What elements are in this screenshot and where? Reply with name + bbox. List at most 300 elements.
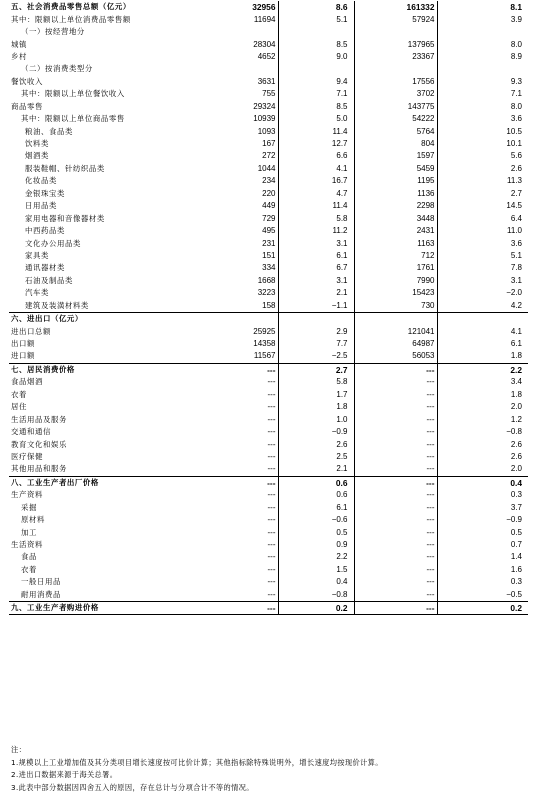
cell-v3: 3448 bbox=[354, 212, 437, 224]
table-row bbox=[9, 489, 528, 501]
cell-v2: 1.8 bbox=[278, 401, 354, 413]
row-label: 七、居民消费价格 bbox=[9, 363, 204, 376]
cell-v3: 54222 bbox=[354, 113, 437, 125]
cell-v1: 25925 bbox=[204, 325, 278, 337]
row-label: 采掘 bbox=[21, 502, 37, 512]
table-row bbox=[9, 150, 528, 162]
row-label: 食品 bbox=[21, 552, 37, 562]
cell-v2: 2.2 bbox=[278, 551, 354, 563]
cell-v1: 29324 bbox=[204, 101, 278, 113]
cell-v1: --- bbox=[204, 589, 278, 602]
cell-v3 bbox=[354, 26, 437, 38]
table-row bbox=[9, 163, 528, 175]
cell-v3 bbox=[354, 312, 437, 325]
cell-v2: 2.5 bbox=[278, 451, 354, 463]
cell-v1: --- bbox=[204, 564, 278, 576]
cell-v3: 5764 bbox=[354, 125, 437, 137]
cell-v3: --- bbox=[354, 438, 437, 450]
table-row bbox=[9, 76, 528, 88]
cell-v2: 3.1 bbox=[278, 237, 354, 249]
row-label: 服装鞋帽、针纺织品类 bbox=[25, 163, 105, 173]
cell-v4: 1.8 bbox=[510, 389, 522, 399]
cell-v2: 6.1 bbox=[278, 250, 354, 262]
row-label: 生活用品及服务 bbox=[11, 414, 67, 424]
row-label: 耐用消费品 bbox=[21, 589, 61, 599]
cell-v4: 2.0 bbox=[510, 464, 522, 474]
cell-v1: 11567 bbox=[204, 350, 278, 363]
cell-v1: 1044 bbox=[204, 163, 278, 175]
table-row bbox=[9, 250, 528, 262]
cell-v3: --- bbox=[354, 476, 437, 489]
table-row bbox=[9, 551, 528, 563]
cell-v3: --- bbox=[354, 401, 437, 413]
cell-v2: 6.7 bbox=[278, 262, 354, 274]
row-label: 城镇 bbox=[11, 39, 27, 49]
cell-v4: 7.1 bbox=[510, 89, 522, 99]
row-label: 衣着 bbox=[21, 564, 37, 574]
cell-v3 bbox=[354, 63, 437, 75]
cell-v2: 0.4 bbox=[278, 576, 354, 588]
cell-v2: 3.1 bbox=[278, 275, 354, 287]
row-label: 餐饮收入 bbox=[11, 76, 43, 86]
cell-v4: 4.2 bbox=[510, 300, 522, 310]
cell-v2 bbox=[278, 26, 354, 38]
cell-v2: −1.1 bbox=[278, 300, 354, 313]
table-row bbox=[9, 401, 528, 413]
cell-v3: --- bbox=[354, 363, 437, 376]
table-row bbox=[9, 602, 528, 615]
cell-v4: 8.1 bbox=[510, 2, 522, 13]
cell-v2: 11.4 bbox=[278, 200, 354, 212]
cell-v4: 3.6 bbox=[510, 238, 522, 248]
row-label: 进出口总额 bbox=[11, 326, 51, 336]
row-label: （一）按经营地分 bbox=[21, 27, 85, 37]
cell-v1: --- bbox=[204, 526, 278, 538]
cell-v2: −0.8 bbox=[278, 589, 354, 602]
table-row bbox=[9, 275, 528, 287]
cell-v3: --- bbox=[354, 451, 437, 463]
cell-v1: --- bbox=[204, 363, 278, 376]
cell-v1: 1668 bbox=[204, 275, 278, 287]
cell-v3: --- bbox=[354, 551, 437, 563]
cell-v3: --- bbox=[354, 514, 437, 526]
cell-v3: --- bbox=[354, 389, 437, 401]
table-row bbox=[9, 526, 528, 538]
cell-v1: 14358 bbox=[204, 338, 278, 350]
cell-v4: 5.1 bbox=[510, 250, 522, 260]
table-row bbox=[9, 51, 528, 63]
row-label: 化妆品类 bbox=[25, 176, 57, 186]
cell-v3: 1136 bbox=[354, 188, 437, 200]
cell-v3: --- bbox=[354, 502, 437, 514]
table-row bbox=[9, 225, 528, 237]
table-row bbox=[9, 426, 528, 438]
cell-v2: 5.1 bbox=[278, 13, 354, 25]
cell-v1: 3631 bbox=[204, 76, 278, 88]
cell-v4: 4.1 bbox=[510, 326, 522, 336]
cell-v4 bbox=[437, 26, 528, 38]
table-row bbox=[9, 300, 528, 313]
cell-v4: 0.2 bbox=[437, 602, 528, 615]
row-label: 食品烟酒 bbox=[11, 377, 43, 387]
cell-v3: 730 bbox=[354, 300, 437, 313]
table-row bbox=[9, 463, 528, 476]
table-row bbox=[9, 476, 528, 489]
row-label: 进口额 bbox=[11, 351, 35, 361]
row-label: 建筑及装潢材料类 bbox=[25, 300, 89, 310]
row-label: 医疗保健 bbox=[11, 451, 43, 461]
cell-v3: --- bbox=[354, 426, 437, 438]
cell-v3: 23367 bbox=[354, 51, 437, 63]
cell-v4: 1.4 bbox=[510, 552, 522, 562]
cell-v3: --- bbox=[354, 576, 437, 588]
cell-v4: 0.3 bbox=[510, 577, 522, 587]
cell-v3: 137965 bbox=[354, 38, 437, 50]
row-label: 其中：限额以上单位消费品零售额 bbox=[11, 14, 131, 24]
cell-v2: −0.6 bbox=[278, 514, 354, 526]
cell-v3: 56053 bbox=[354, 350, 437, 363]
cell-v2: 5.8 bbox=[278, 212, 354, 224]
cell-v4: 6.4 bbox=[510, 213, 522, 223]
cell-v2: 1.5 bbox=[278, 564, 354, 576]
table-row bbox=[9, 287, 528, 299]
cell-v4: 11.0 bbox=[507, 226, 522, 236]
row-label: 八、工业生产者出厂价格 bbox=[9, 476, 204, 489]
cell-v4 bbox=[437, 63, 528, 75]
cell-v4: 10.1 bbox=[506, 139, 522, 149]
cell-v4: −0.8 bbox=[506, 427, 522, 437]
cell-v1: 334 bbox=[204, 262, 278, 274]
cell-v4: 14.5 bbox=[506, 201, 522, 211]
cell-v1: 10939 bbox=[204, 113, 278, 125]
cell-v2: 0.6 bbox=[278, 476, 354, 489]
cell-v4: 2.7 bbox=[510, 188, 522, 198]
table-row bbox=[9, 138, 528, 150]
cell-v1: --- bbox=[204, 426, 278, 438]
cell-v3: 1597 bbox=[354, 150, 437, 162]
cell-v2: 11.4 bbox=[278, 125, 354, 137]
cell-v3: 1163 bbox=[354, 237, 437, 249]
cell-v4: 9.3 bbox=[510, 76, 522, 86]
cell-v3: --- bbox=[354, 526, 437, 538]
cell-v2: 8.5 bbox=[278, 101, 354, 113]
cell-v2: 2.1 bbox=[278, 287, 354, 299]
cell-v1 bbox=[204, 26, 278, 38]
table-row bbox=[9, 237, 528, 249]
row-label: 汽车类 bbox=[25, 288, 49, 298]
cell-v3: 17556 bbox=[354, 76, 437, 88]
cell-v1: 755 bbox=[204, 88, 278, 100]
cell-v4: 0.3 bbox=[510, 490, 522, 500]
table-row bbox=[9, 63, 528, 75]
cell-v3: 2431 bbox=[354, 225, 437, 237]
cell-v2: 16.7 bbox=[278, 175, 354, 187]
table-row bbox=[9, 101, 528, 113]
cell-v2: 0.2 bbox=[278, 602, 354, 615]
table-row bbox=[9, 338, 528, 350]
cell-v4 bbox=[437, 312, 528, 325]
cell-v3: --- bbox=[354, 489, 437, 501]
row-label: 五、社会消费品零售总额（亿元） bbox=[11, 2, 131, 12]
cell-v3: 1195 bbox=[354, 175, 437, 187]
cell-v4: −0.5 bbox=[506, 589, 522, 599]
cell-v2: −2.5 bbox=[278, 350, 354, 363]
cell-v2: 0.9 bbox=[278, 539, 354, 551]
cell-v1: --- bbox=[204, 438, 278, 450]
row-label: 乡村 bbox=[11, 51, 27, 61]
cell-v4: 2.2 bbox=[437, 363, 528, 376]
table-row bbox=[9, 88, 528, 100]
cell-v3: 161332 bbox=[354, 1, 437, 13]
row-label: 通讯器材类 bbox=[25, 263, 65, 273]
row-label: 其他用品和服务 bbox=[11, 464, 67, 474]
table-row bbox=[9, 13, 528, 25]
row-label: 商品零售 bbox=[11, 101, 43, 111]
cell-v3: 64987 bbox=[354, 338, 437, 350]
row-label: 居住 bbox=[11, 402, 27, 412]
cell-v2: −0.9 bbox=[278, 426, 354, 438]
cell-v2 bbox=[278, 63, 354, 75]
cell-v1: 4652 bbox=[204, 51, 278, 63]
row-label: 六、进出口（亿元） bbox=[9, 312, 204, 325]
table-row bbox=[9, 589, 528, 602]
row-label: 衣着 bbox=[11, 389, 27, 399]
cell-v1: --- bbox=[204, 489, 278, 501]
cell-v1: --- bbox=[204, 451, 278, 463]
cell-v4: 2.6 bbox=[510, 451, 522, 461]
cell-v2: 8.6 bbox=[278, 1, 354, 13]
cell-v4: 1.2 bbox=[510, 414, 522, 424]
cell-v1: 11694 bbox=[204, 13, 278, 25]
cell-v2: 9.4 bbox=[278, 76, 354, 88]
cell-v3: --- bbox=[354, 376, 437, 388]
cell-v2: 9.0 bbox=[278, 51, 354, 63]
cell-v4: 8.0 bbox=[510, 101, 522, 111]
cell-v1: --- bbox=[204, 463, 278, 476]
cell-v3: 3702 bbox=[354, 88, 437, 100]
cell-v2: 6.1 bbox=[278, 502, 354, 514]
cell-v2: 8.5 bbox=[278, 38, 354, 50]
table-row bbox=[9, 502, 528, 514]
cell-v2: 12.7 bbox=[278, 138, 354, 150]
cell-v4: −0.9 bbox=[506, 515, 522, 525]
row-label: 生活资料 bbox=[11, 540, 43, 550]
table-row bbox=[9, 26, 528, 38]
cell-v3: 1761 bbox=[354, 262, 437, 274]
cell-v1: 3223 bbox=[204, 287, 278, 299]
row-label: 家具类 bbox=[25, 250, 49, 260]
cell-v4: 11.3 bbox=[507, 176, 522, 186]
table-row bbox=[9, 125, 528, 137]
cell-v4: 1.8 bbox=[510, 351, 522, 361]
cell-v2: 4.1 bbox=[278, 163, 354, 175]
cell-v3: --- bbox=[354, 564, 437, 576]
cell-v4: 6.1 bbox=[510, 339, 522, 349]
cell-v4: 2.6 bbox=[510, 163, 522, 173]
cell-v1: 167 bbox=[204, 138, 278, 150]
cell-v1: --- bbox=[204, 514, 278, 526]
cell-v2: 2.6 bbox=[278, 438, 354, 450]
cell-v2: 2.7 bbox=[278, 363, 354, 376]
cell-v4: 3.4 bbox=[510, 377, 522, 387]
row-label: 其中：限额以上单位商品零售 bbox=[21, 114, 125, 124]
cell-v4: 0.7 bbox=[510, 540, 522, 550]
cell-v4: 2.0 bbox=[510, 402, 522, 412]
cell-v2: 1.7 bbox=[278, 389, 354, 401]
table-row bbox=[9, 576, 528, 588]
cell-v3: 804 bbox=[354, 138, 437, 150]
table-row bbox=[9, 38, 528, 50]
cell-v1: 1093 bbox=[204, 125, 278, 137]
footnotes bbox=[11, 744, 541, 794]
table-row bbox=[9, 564, 528, 576]
table-row bbox=[9, 175, 528, 187]
table-row bbox=[9, 451, 528, 463]
row-label: 原材料 bbox=[21, 515, 45, 525]
statistics-table bbox=[9, 1, 528, 615]
table-row bbox=[9, 514, 528, 526]
row-label: 石油及制品类 bbox=[25, 275, 73, 285]
cell-v3: 15423 bbox=[354, 287, 437, 299]
cell-v2: 2.1 bbox=[278, 463, 354, 476]
footnote-1: 1.规模以上工业增加值及其分类项目增长速度按可比价计算；其他指标除特殊说明外，增长速度均按现价计算。 bbox=[11, 757, 383, 767]
row-label: 九、工业生产者购进价格 bbox=[9, 602, 204, 615]
cell-v4: 10.5 bbox=[506, 126, 522, 136]
cell-v4: −2.0 bbox=[506, 288, 522, 298]
cell-v2: 5.8 bbox=[278, 376, 354, 388]
table-row bbox=[9, 262, 528, 274]
cell-v2: 6.6 bbox=[278, 150, 354, 162]
footnote-heading: 注： bbox=[11, 745, 27, 754]
cell-v1: --- bbox=[204, 376, 278, 388]
cell-v3: 57924 bbox=[354, 13, 437, 25]
table-row bbox=[9, 113, 528, 125]
cell-v1: --- bbox=[204, 476, 278, 489]
cell-v1: 32956 bbox=[204, 1, 278, 13]
cell-v4: 5.6 bbox=[510, 151, 522, 161]
cell-v4: 3.9 bbox=[510, 14, 522, 24]
table-row bbox=[9, 389, 528, 401]
cell-v4: 3.7 bbox=[510, 502, 522, 512]
cell-v1: --- bbox=[204, 551, 278, 563]
row-label: 金银珠宝类 bbox=[25, 188, 65, 198]
cell-v3: --- bbox=[354, 413, 437, 425]
cell-v1: 272 bbox=[204, 150, 278, 162]
row-label: 粮油、食品类 bbox=[25, 126, 73, 136]
cell-v1: 151 bbox=[204, 250, 278, 262]
cell-v4: 1.6 bbox=[510, 564, 522, 574]
cell-v4: 7.8 bbox=[510, 263, 522, 273]
cell-v4: 3.1 bbox=[510, 275, 522, 285]
cell-v2: 0.5 bbox=[278, 526, 354, 538]
row-label: 加工 bbox=[21, 527, 37, 537]
row-label: 教育文化和娱乐 bbox=[11, 439, 67, 449]
cell-v2: 2.9 bbox=[278, 325, 354, 337]
row-label: 生产资料 bbox=[11, 490, 43, 500]
cell-v4: 8.0 bbox=[510, 39, 522, 49]
cell-v1 bbox=[204, 63, 278, 75]
row-label: 交通和通信 bbox=[11, 427, 51, 437]
row-label: 日用品类 bbox=[25, 201, 57, 211]
table-row bbox=[9, 325, 528, 337]
table-row bbox=[9, 188, 528, 200]
cell-v1: 495 bbox=[204, 225, 278, 237]
table-row bbox=[9, 312, 528, 325]
table-row bbox=[9, 539, 528, 551]
cell-v2: 0.6 bbox=[278, 489, 354, 501]
cell-v1: 234 bbox=[204, 175, 278, 187]
row-label: 饮料类 bbox=[25, 139, 49, 149]
cell-v4: 0.4 bbox=[437, 476, 528, 489]
table-row bbox=[9, 200, 528, 212]
table-row bbox=[9, 212, 528, 224]
footnote-2: 2.进出口数据来源于海关总署。 bbox=[11, 770, 118, 779]
cell-v4: 2.6 bbox=[510, 439, 522, 449]
cell-v3: 143775 bbox=[354, 101, 437, 113]
cell-v3: 5459 bbox=[354, 163, 437, 175]
cell-v1 bbox=[204, 312, 278, 325]
cell-v2: 1.0 bbox=[278, 413, 354, 425]
table-row bbox=[9, 438, 528, 450]
cell-v4: 8.9 bbox=[510, 51, 522, 61]
cell-v1: 28304 bbox=[204, 38, 278, 50]
cell-v4: 3.6 bbox=[510, 114, 522, 124]
row-label: 文化办公用品类 bbox=[25, 238, 81, 248]
cell-v3: --- bbox=[354, 539, 437, 551]
cell-v3: 121041 bbox=[354, 325, 437, 337]
cell-v3: --- bbox=[354, 602, 437, 615]
cell-v2: 4.7 bbox=[278, 188, 354, 200]
table-row bbox=[9, 376, 528, 388]
row-label: 烟酒类 bbox=[25, 151, 49, 161]
cell-v1: --- bbox=[204, 389, 278, 401]
row-label: 一般日用品 bbox=[21, 577, 61, 587]
statistics-table-body bbox=[9, 1, 528, 615]
cell-v1: --- bbox=[204, 602, 278, 615]
table-row bbox=[9, 413, 528, 425]
cell-v2 bbox=[278, 312, 354, 325]
table-row bbox=[9, 363, 528, 376]
cell-v3: --- bbox=[354, 463, 437, 476]
cell-v4: 0.5 bbox=[510, 527, 522, 537]
cell-v1: --- bbox=[204, 539, 278, 551]
table-row bbox=[9, 1, 528, 13]
cell-v1: --- bbox=[204, 413, 278, 425]
cell-v1: --- bbox=[204, 401, 278, 413]
cell-v3: --- bbox=[354, 589, 437, 602]
row-label: 出口额 bbox=[11, 339, 35, 349]
row-label: 家用电器和音像器材类 bbox=[25, 213, 105, 223]
cell-v1: --- bbox=[204, 576, 278, 588]
table-row bbox=[9, 350, 528, 363]
cell-v2: 7.7 bbox=[278, 338, 354, 350]
footnote-3: 3.此表中部分数据因四舍五入的原因，存在总计与分项合计不等的情况。 bbox=[11, 782, 254, 792]
row-label: 中西药品类 bbox=[25, 226, 65, 236]
cell-v3: 2298 bbox=[354, 200, 437, 212]
cell-v2: 11.2 bbox=[278, 225, 354, 237]
cell-v1: 449 bbox=[204, 200, 278, 212]
cell-v1: 220 bbox=[204, 188, 278, 200]
cell-v1: 231 bbox=[204, 237, 278, 249]
cell-v1: 158 bbox=[204, 300, 278, 313]
cell-v3: 712 bbox=[354, 250, 437, 262]
row-label: （二）按消费类型分 bbox=[21, 64, 93, 74]
cell-v1: 729 bbox=[204, 212, 278, 224]
row-label: 其中：限额以上单位餐饮收入 bbox=[21, 89, 125, 99]
cell-v3: 7990 bbox=[354, 275, 437, 287]
cell-v2: 5.0 bbox=[278, 113, 354, 125]
cell-v2: 7.1 bbox=[278, 88, 354, 100]
